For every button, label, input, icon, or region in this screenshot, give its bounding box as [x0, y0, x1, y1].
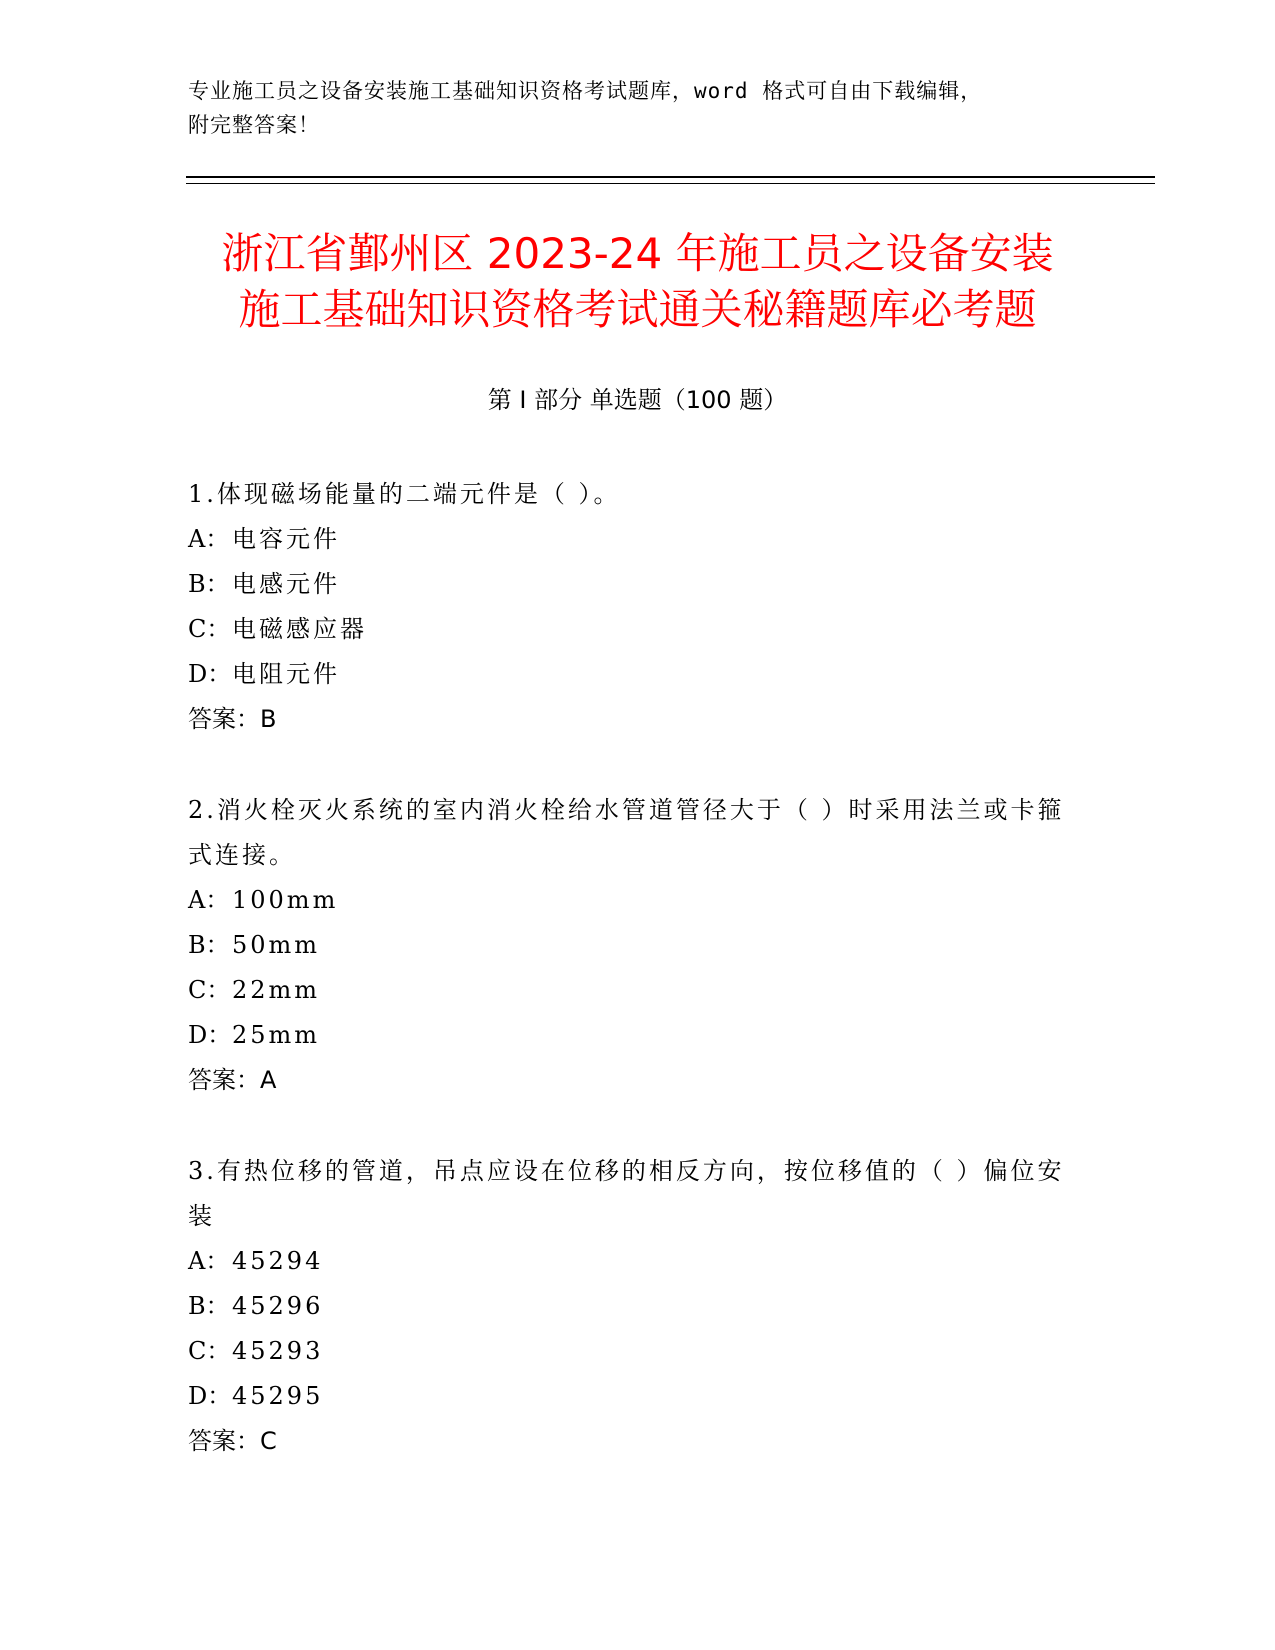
option-a — [188, 517, 1088, 562]
option-a — [188, 1239, 1088, 1284]
option-d — [188, 1013, 1088, 1058]
option-b — [188, 1284, 1088, 1329]
header-divider-thin — [186, 183, 1155, 184]
option-key: C： — [188, 976, 231, 1004]
option-text: 45296 — [232, 1292, 324, 1320]
option-text: 电容元件 — [232, 525, 340, 553]
document-title — [150, 226, 1125, 338]
option-key: D： — [188, 1382, 232, 1410]
question-stem: 3.有热位移的管道，吊点应设在位移的相反方向，按位移值的（ ）偏位安装 — [188, 1157, 1065, 1230]
option-text: 50mm — [232, 931, 321, 959]
answer: 答案：C — [188, 1427, 277, 1455]
option-text: 电阻元件 — [232, 660, 340, 688]
option-key: D： — [188, 660, 232, 688]
header-divider-thick — [186, 176, 1155, 178]
section-heading: 第 I 部分 单选题（100 题） — [487, 386, 788, 414]
document-title-line1: 浙江省鄞州区 2023-24 年施工员之设备安装 — [221, 229, 1054, 278]
option-key: B： — [188, 1292, 230, 1320]
option-key: C： — [188, 615, 231, 643]
option-c — [188, 607, 1088, 652]
question-2 — [188, 788, 1088, 1103]
option-key: B： — [188, 570, 230, 598]
question-stem: 1.体现磁场能量的二端元件是（ ）。 — [188, 480, 621, 508]
question-stem: 2.消火栓灭火系统的室内消火栓给水管道管径大于（ ）时采用法兰或卡箍式连接。 — [188, 796, 1065, 869]
option-key: D： — [188, 1021, 232, 1049]
question-3 — [188, 1149, 1088, 1464]
option-text: 45293 — [232, 1337, 324, 1365]
option-d — [188, 1374, 1088, 1419]
option-key: C： — [188, 1337, 231, 1365]
document-title-line2: 施工基础知识资格考试通关秘籍题库必考题 — [238, 285, 1037, 334]
header-note — [188, 74, 1088, 142]
option-text: 电磁感应器 — [232, 615, 367, 643]
option-b — [188, 923, 1088, 968]
option-text: 100mm — [232, 886, 339, 914]
option-key: A： — [188, 886, 230, 914]
option-text: 25mm — [232, 1021, 321, 1049]
answer: 答案：B — [188, 705, 277, 733]
header-note-line1: 专业施工员之设备安装施工基础知识资格考试题库，word 格式可自由下载编辑， — [188, 79, 983, 103]
answer: 答案：A — [188, 1066, 277, 1094]
question-list — [188, 472, 1088, 1510]
option-text: 45294 — [232, 1247, 324, 1275]
option-key: A： — [188, 1247, 230, 1275]
option-text: 22mm — [232, 976, 321, 1004]
option-key: B： — [188, 931, 230, 959]
question-1 — [188, 472, 1088, 742]
option-c — [188, 1329, 1088, 1374]
option-d — [188, 652, 1088, 697]
option-a — [188, 878, 1088, 923]
header-note-line2: 附完整答案！ — [188, 113, 320, 137]
option-c — [188, 968, 1088, 1013]
option-key: A： — [188, 525, 230, 553]
option-b — [188, 562, 1088, 607]
option-text: 45295 — [232, 1382, 324, 1410]
option-text: 电感元件 — [232, 570, 340, 598]
